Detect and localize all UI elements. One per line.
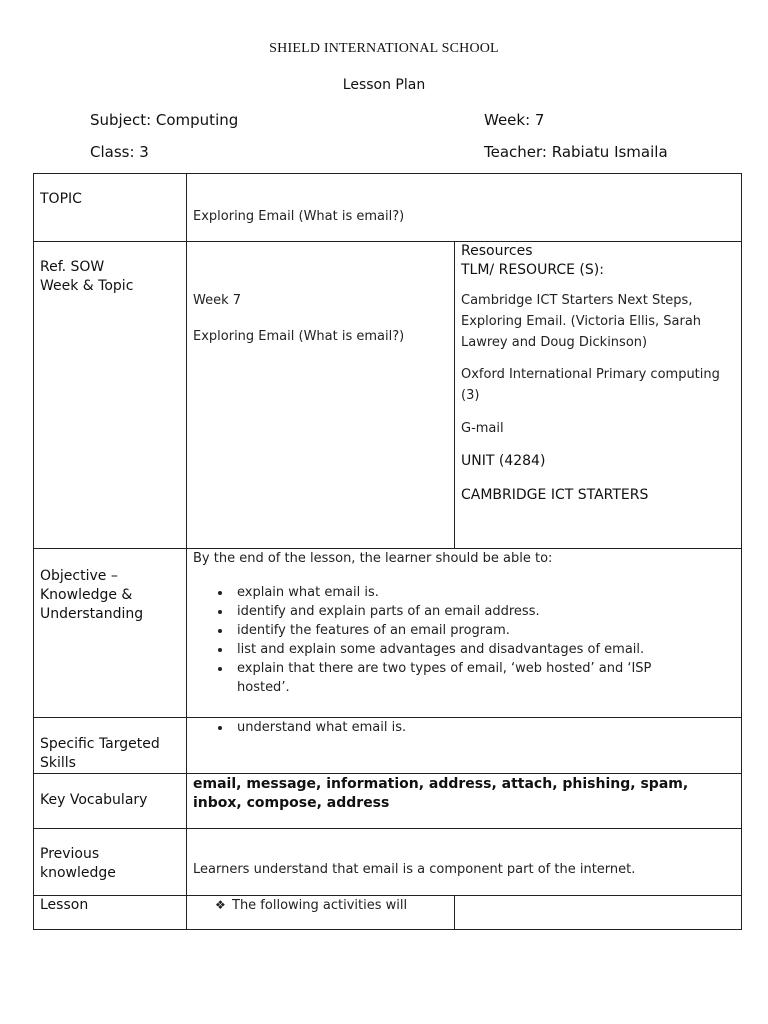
class-field: Class: 3 <box>90 143 149 161</box>
resource-oxford: Oxford International Primary computing (3) <box>461 367 720 403</box>
list-item: • understand what email is. <box>232 718 741 737</box>
vocab-content-cell <box>187 774 742 829</box>
resource-gmail: G-mail <box>461 421 504 436</box>
resource-unit: UNIT (4284) <box>461 453 546 469</box>
topic-label-cell <box>34 174 187 242</box>
lesson-list <box>187 896 454 915</box>
lesson-plan-table <box>33 173 742 930</box>
objective-label-line1: Objective – <box>40 568 118 584</box>
objective-list <box>187 583 652 697</box>
vocab-label: Key Vocabulary <box>40 792 148 808</box>
vocab-value: email, message, information, address, attach, phishing, spam, inbox, compose, address <box>193 776 689 811</box>
sow-label <box>34 242 186 296</box>
lesson-empty-cell <box>455 896 742 930</box>
previous-label-line2: knowledge <box>40 865 116 881</box>
lesson-label-cell <box>34 896 187 930</box>
vocab-row <box>34 774 742 829</box>
resource-cambridge: CAMBRIDGE ICT STARTERS <box>461 487 649 503</box>
objective-label <box>34 549 186 624</box>
objective-content-cell <box>187 549 742 718</box>
skills-label-line2: Skills <box>40 755 76 771</box>
objective-row <box>34 549 742 718</box>
diamond-bullet-icon: ❖ <box>215 898 226 912</box>
resource-ict-starters: Cambridge ICT Starters Next Steps, Exploring Email. (Victoria Ellis, Sarah Lawrey and Doug Dickinson) <box>461 293 702 350</box>
list-item: • identify and explain parts of an email address. <box>232 602 652 621</box>
objective-intro: By the end of the lesson, the learner should be able to: <box>193 551 553 566</box>
list-item: • explain what email is. <box>232 583 652 602</box>
skills-label-line1: Specific Targeted <box>40 736 160 752</box>
sow-label-cell <box>34 242 187 549</box>
skills-label <box>34 718 186 773</box>
previous-label <box>34 829 186 883</box>
skills-label-cell <box>34 718 187 774</box>
previous-content-cell <box>187 829 742 896</box>
teacher-field: Teacher: Rabiatu Ismaila <box>484 143 668 161</box>
previous-value: Learners understand that email is a component part of the internet. <box>193 862 636 877</box>
list-item: • identify the features of an email program. <box>232 621 652 640</box>
sow-label-line1: Ref. SOW <box>40 259 105 275</box>
previous-label-line1: Previous <box>40 846 100 862</box>
subject-field: Subject: Computing <box>90 111 239 129</box>
sow-topic-cell <box>187 242 455 549</box>
lesson-item-text: The following activities will <box>232 898 408 913</box>
objective-label-line2: Knowledge & <box>40 587 133 603</box>
skills-content-cell <box>187 718 742 774</box>
sow-row <box>34 242 742 549</box>
list-item: • list and explain some advantages and disadvantages of email. <box>232 640 652 659</box>
previous-row <box>34 829 742 896</box>
resources-title: Resources <box>461 243 533 259</box>
document-type: Lesson Plan <box>342 77 426 93</box>
resources-cell <box>455 242 742 549</box>
topic-value-cell <box>187 174 742 242</box>
topic-row <box>34 174 742 242</box>
week-field: Week: 7 <box>484 111 545 129</box>
sow-label-line2: Week & Topic <box>40 278 134 294</box>
objective-label-line3: Understanding <box>40 606 144 622</box>
lesson-activity-cell <box>187 896 455 930</box>
school-name: SHIELD INTERNATIONAL SCHOOL <box>269 41 499 56</box>
skills-list <box>187 718 741 737</box>
topic-label: TOPIC <box>40 191 82 207</box>
lesson-label: Lesson <box>40 897 89 913</box>
list-item <box>215 896 454 915</box>
lesson-row <box>34 896 742 930</box>
resources-subtitle: TLM/ RESOURCE (S): <box>461 262 604 278</box>
vocab-label-cell <box>34 774 187 829</box>
skills-row <box>34 718 742 774</box>
list-item: • explain that there are two types of email, ‘web hosted’ and ‘ISP hosted’. <box>232 659 652 697</box>
sow-week: Week 7 <box>193 293 242 308</box>
topic-value: Exploring Email (What is email?) <box>193 209 405 224</box>
objective-label-cell <box>34 549 187 718</box>
sow-topic: Exploring Email (What is email?) <box>193 329 405 344</box>
previous-label-cell <box>34 829 187 896</box>
